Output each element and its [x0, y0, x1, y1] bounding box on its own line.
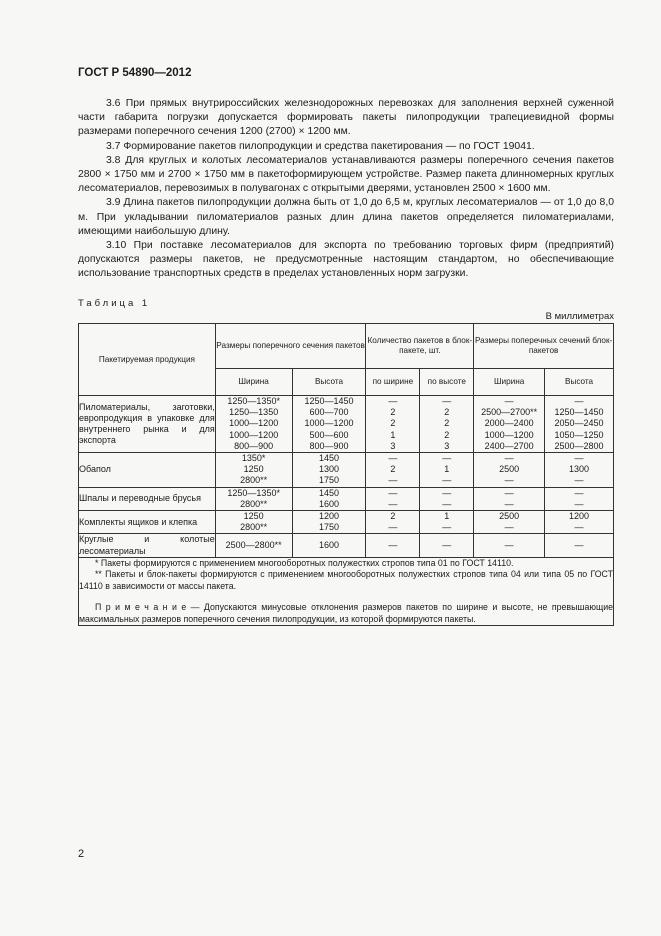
count-by-height-cell	[420, 453, 474, 488]
cell-value: —	[388, 475, 398, 486]
header-width: Ширина	[215, 369, 292, 396]
cell-value: 2800**	[240, 522, 268, 533]
count-by-height-cell	[420, 487, 474, 510]
block-height-cell	[545, 487, 614, 510]
cell-value: —	[574, 475, 584, 486]
header-block-section: Размеры поперечных сечений блок-пакетов	[474, 324, 614, 369]
cell-value: 1450	[318, 487, 340, 498]
cell-value: 1000—1200	[229, 429, 279, 440]
packet-width-cell	[215, 511, 292, 534]
cell-value: —	[388, 396, 398, 406]
cell-value: 1600	[318, 498, 340, 509]
paragraph-3-9: 3.9 Длина пакетов пилопродукции должна быть от 1,0 до 6,5 м, круглых лесоматериалов — от 1,0 до 8,0 м. При укладывании пиломатериалов разных длин длина пакетов определяется пиломатериалами, имеющими наибольшую длину.	[78, 197, 614, 237]
packet-height-cell	[292, 396, 366, 453]
table-row	[79, 453, 614, 488]
cell-value: —	[388, 498, 398, 509]
body-text	[78, 97, 614, 282]
cell-value: —	[388, 487, 398, 498]
block-height-cell	[545, 511, 614, 534]
paragraph-3-6: 3.6 При прямых внутрироссийских железнодорожных перевозках для заполнения верхней суженной части габарита погрузки допускается формировать пакеты пилопродукции трапециевидной формы размерами поперечного сечения 1200 (2700) × 1200 мм.	[78, 98, 614, 138]
packet-width-cell	[215, 487, 292, 510]
cell-value: 2500	[499, 511, 520, 522]
cell-value: 1200	[569, 511, 590, 522]
cell-value: 500—600	[309, 429, 349, 440]
header-packet-count: Количество пакетов в блок-пакете, шт.	[366, 324, 474, 369]
table-row	[79, 396, 614, 453]
cell-value: 1050—1250	[554, 429, 604, 440]
product-cell: Обапол	[79, 453, 216, 488]
block-height-cell	[545, 396, 614, 453]
cell-value: 3	[390, 440, 396, 451]
cell-value: 2500—2800	[554, 440, 604, 451]
cell-value: 1600	[318, 540, 340, 551]
packet-width-cell	[215, 453, 292, 488]
cell-value: —	[442, 522, 452, 533]
cell-value: 2400—2700	[484, 440, 534, 451]
cell-value: 1450	[318, 453, 340, 464]
cell-value: 1250—1350*	[227, 396, 280, 406]
cell-value: 1350*	[241, 453, 266, 464]
cell-value: 1250—1350*	[227, 487, 280, 498]
cell-value: 2000—2400	[484, 418, 534, 429]
packet-height-cell	[292, 534, 366, 557]
cell-value: 1300	[569, 464, 590, 475]
count-by-width-cell	[366, 511, 420, 534]
paragraph-3-10: 3.10 При поставке лесоматериалов для экспорта по требованию торговых фирм (предприятий) допускаются размеры пакетов, не предусмотренные настоящим стандартом, но обеспечивающие использование транспортных средств в пределах установленных норм загрузки.	[78, 240, 614, 280]
block-height-cell	[545, 534, 614, 557]
cell-value: —	[388, 522, 398, 533]
cell-value: —	[504, 522, 514, 533]
cell-value: 2500	[499, 464, 520, 475]
product-cell: Круглые и колотые лесоматериалы	[79, 534, 215, 556]
cell-value: 1300	[318, 464, 340, 475]
cell-value: 1	[444, 464, 450, 475]
cell-value: 1750	[318, 522, 340, 533]
header-block-width: Ширина	[474, 369, 545, 396]
cell-value: —	[442, 453, 452, 464]
packet-height-cell	[292, 511, 366, 534]
packet-height-cell	[292, 487, 366, 510]
cell-value: 2	[390, 418, 396, 429]
cell-value: 600—700	[309, 407, 349, 418]
cell-value: 2800**	[240, 498, 268, 509]
cell-value: 1000—1200	[484, 429, 534, 440]
cell-value: 2050—2450	[554, 418, 604, 429]
cell-value: 1200	[318, 511, 340, 522]
paragraph-3-7: 3.7 Формирование пакетов пилопродукции и средства пакетирования — по ГОСТ 19041.	[106, 140, 535, 152]
cell-value: —	[504, 453, 514, 464]
cell-value: 3	[444, 440, 450, 451]
product-cell: Пиломатериалы, заготовки, европродукция в упаковке для внутреннего рынка и для экспорта	[79, 396, 216, 453]
header-product: Пакетируемая продукция	[79, 324, 216, 396]
cell-value: 1250	[243, 464, 264, 475]
cell-value: —	[504, 540, 514, 551]
header-by-height: по высоте	[420, 369, 474, 396]
count-by-height-cell	[420, 534, 474, 557]
table-caption: Таблица 1	[78, 298, 151, 309]
cell-value: 1	[444, 511, 450, 522]
table-body	[79, 396, 614, 558]
cell-value: —	[388, 453, 398, 464]
cell-value: —	[442, 475, 452, 486]
cell-value: 2800**	[240, 475, 268, 486]
table-note: П р и м е ч а н и е — Допускаются минусовые отклонения размеров пакетов по ширине и высоте, не превышающие максимальных размеров поперечного сечения пилопродукции, из которой формируются пакеты.	[79, 602, 613, 624]
header-height: Высота	[292, 369, 366, 396]
cell-value: —	[574, 498, 584, 509]
cell-value: —	[442, 487, 452, 498]
cell-value: —	[574, 540, 584, 551]
document-header: ГОСТ Р 54890—2012	[78, 67, 192, 79]
cell-value: 1250—1450	[304, 396, 354, 406]
cell-value: 2	[390, 511, 396, 522]
cell-value: 1250—1450	[554, 407, 604, 418]
cell-value: 2500—2800**	[225, 540, 282, 551]
cell-value: —	[442, 540, 452, 551]
block-width-cell	[474, 453, 545, 488]
packet-width-cell	[215, 396, 292, 453]
footnote-2: ** Пакеты и блок-пакеты формируются с применением многооборотных полужестких стропов типа 04 или типа 05 по ГОСТ 14110 в зависимости от массы пакета.	[79, 569, 613, 591]
header-block-height: Высота	[545, 369, 614, 396]
table-row	[79, 534, 614, 557]
cell-value: 1	[390, 429, 396, 440]
cell-value: —	[442, 396, 452, 406]
cell-value: 2	[390, 407, 396, 418]
count-by-width-cell	[366, 487, 420, 510]
table-notes	[79, 557, 614, 626]
cell-value: 2500—2700**	[481, 407, 538, 418]
cell-value: 2	[390, 464, 396, 475]
block-width-cell	[474, 487, 545, 510]
paragraph-3-8: 3.8 Для круглых и колотых лесоматериалов устанавливаются размеры поперечного сечения пакетов 2800 × 1750 мм и 2700 × 1750 мм в пакетоформирующем устройстве. Размер пакета длинномерных круглых лесоматериалов, перевозимых в полувагонах с открытыми дверями, установлен 2500 × 1600 мм.	[78, 154, 614, 195]
packet-size-table	[78, 323, 614, 626]
block-width-cell	[474, 511, 545, 534]
cell-value: —	[504, 475, 514, 486]
cell-value: —	[574, 396, 584, 406]
packet-height-cell	[292, 453, 366, 488]
packet-width-cell	[215, 534, 292, 557]
block-width-cell	[474, 534, 545, 557]
count-by-width-cell	[366, 453, 420, 488]
cell-value: 2	[444, 407, 450, 418]
table-unit: В миллиметрах	[545, 311, 614, 322]
cell-value: 2	[444, 418, 450, 429]
footnote-1: * Пакеты формируются с применением многооборотных полужестких стропов типа 01 по ГОСТ 14110.	[95, 557, 514, 568]
page-number: 2	[78, 848, 85, 860]
header-by-width: по ширине	[366, 369, 420, 396]
cell-value: 1000—1200	[229, 418, 279, 429]
cell-value: —	[574, 522, 584, 533]
cell-value: 1000—1200	[304, 418, 354, 429]
cell-value: 800—900	[234, 440, 274, 451]
cell-value: —	[442, 498, 452, 509]
cell-value: —	[388, 540, 398, 551]
cell-value: —	[504, 487, 514, 498]
header-packet-section: Размеры поперечного сечения пакетов	[215, 324, 366, 369]
cell-value: —	[574, 487, 584, 498]
cell-value: —	[574, 453, 584, 464]
cell-value: 2	[444, 429, 450, 440]
cell-value: 1250—1350	[229, 407, 279, 418]
count-by-width-cell	[366, 396, 420, 453]
product-cell: Шпалы и переводные брусья	[79, 487, 216, 510]
cell-value: 1250	[243, 511, 264, 522]
count-by-height-cell	[420, 511, 474, 534]
block-width-cell	[474, 396, 545, 453]
table-row	[79, 511, 614, 534]
cell-value: 1750	[318, 475, 340, 486]
table-row	[79, 487, 614, 510]
block-height-cell	[545, 453, 614, 488]
count-by-width-cell	[366, 534, 420, 557]
cell-value: —	[504, 396, 514, 406]
cell-value: —	[504, 498, 514, 509]
count-by-height-cell	[420, 396, 474, 453]
cell-value: 800—900	[309, 440, 349, 451]
product-cell: Комплекты ящиков и клепка	[79, 511, 216, 534]
